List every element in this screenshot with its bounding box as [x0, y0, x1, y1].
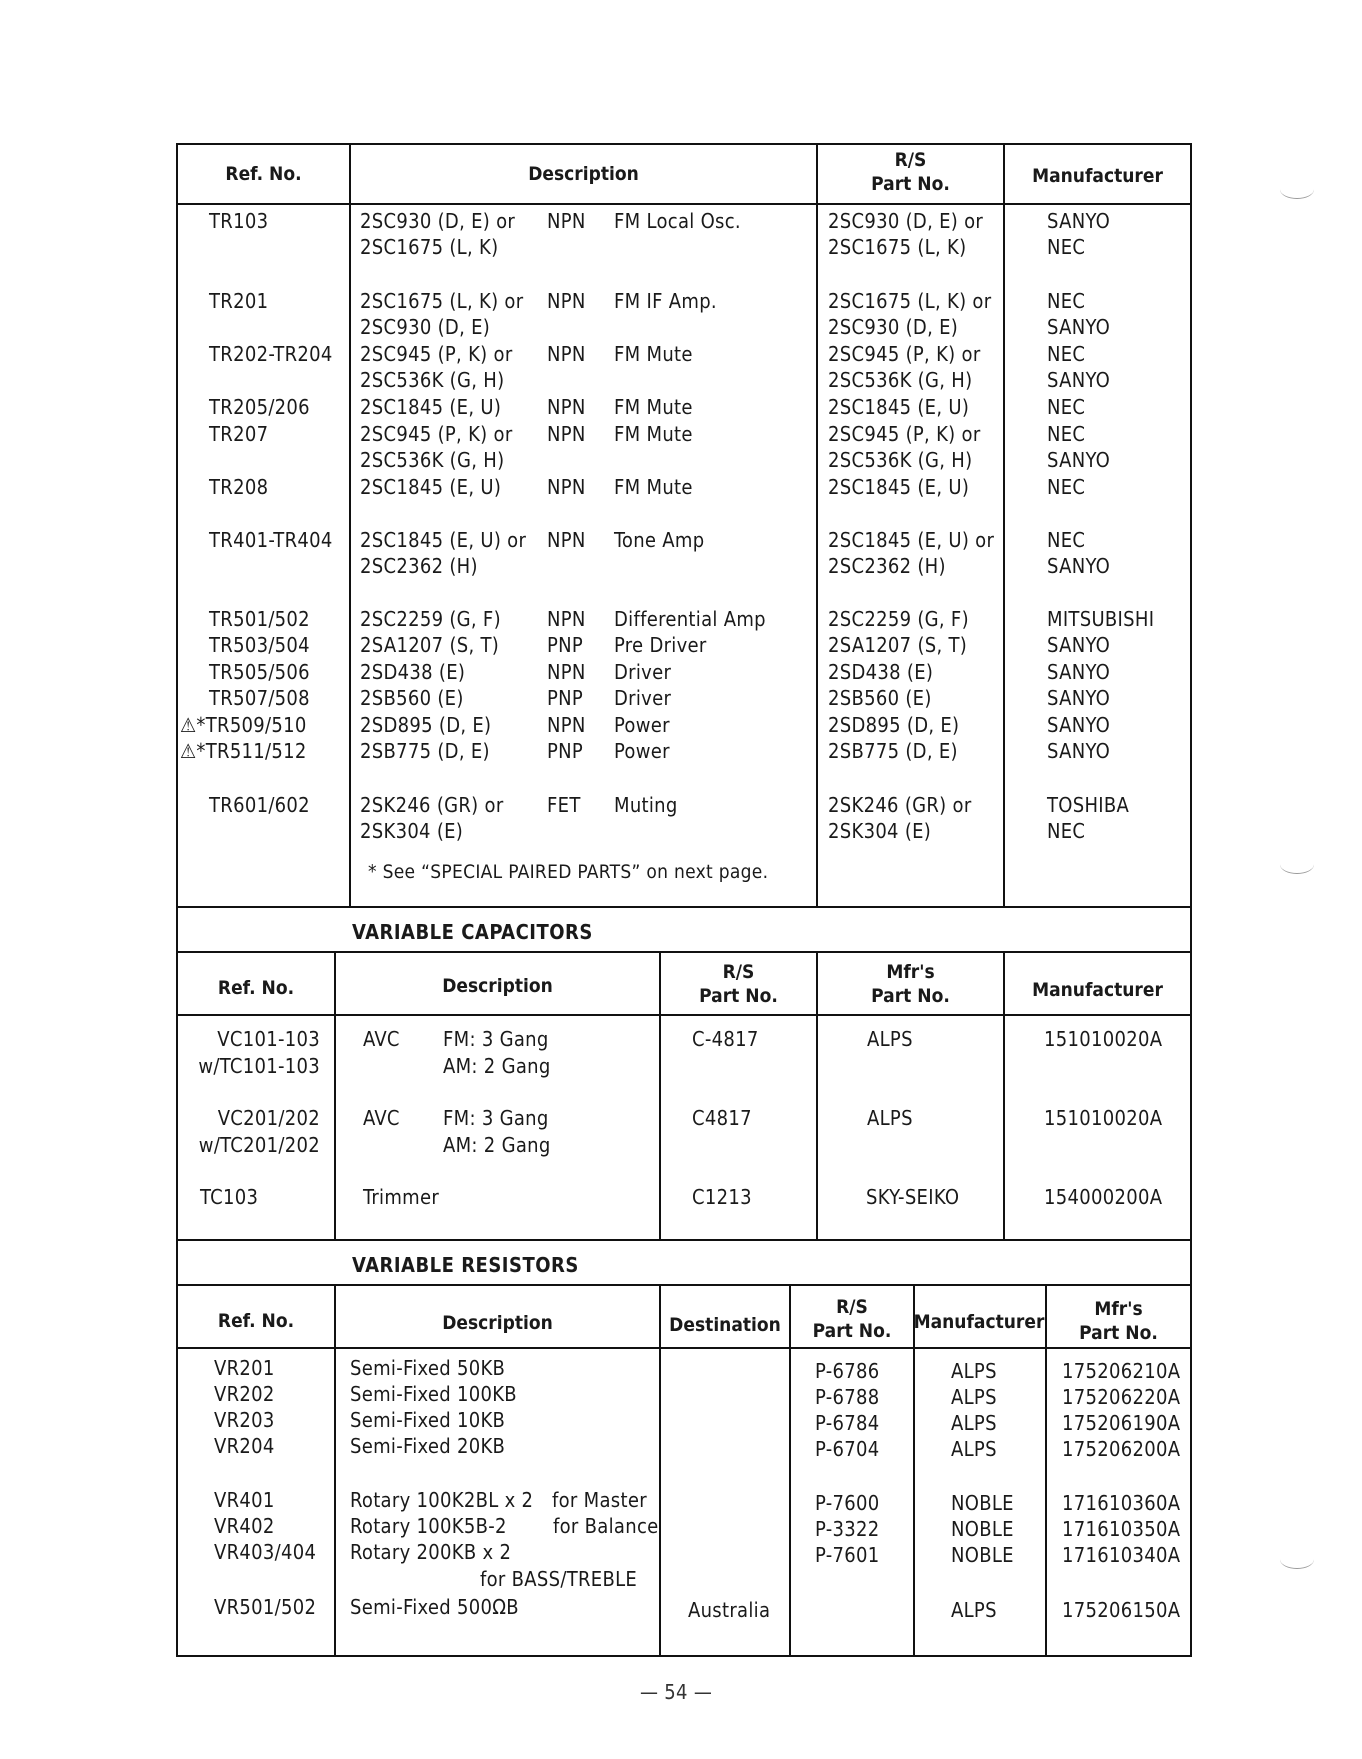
binder-hole-mark — [1280, 1550, 1314, 1569]
function: Driver — [614, 659, 672, 684]
transistor-type: PNP — [547, 686, 584, 711]
ref-no: VR201 — [214, 1356, 275, 1380]
manufacturer: SANYO — [1047, 368, 1111, 393]
rule — [176, 1014, 1192, 1016]
mfr-name: SKY-SEIKO — [866, 1185, 960, 1209]
part-number: 2SK246 (GR) or — [360, 793, 504, 817]
rs-part-number: C4817 — [692, 1106, 752, 1130]
part-number: 2SC1845 (E, U) or — [360, 528, 527, 552]
rule — [349, 143, 351, 907]
ref-no: TR601/602 — [209, 793, 310, 817]
mfr-part-number: 171610350A — [1062, 1517, 1181, 1541]
part-number: 2SC1675 (L, K) or — [360, 289, 524, 313]
rs-part-number: 2SK246 (GR) or — [828, 793, 972, 817]
transistor-type: NPN — [547, 395, 586, 419]
description-detail: AM: 2 Gang — [443, 1054, 551, 1078]
description-note: for Balance — [553, 1514, 659, 1538]
function: FM Mute — [614, 342, 693, 366]
rs-part-number: P-6788 — [815, 1385, 880, 1409]
footnote: * See “SPECIAL PAIRED PARTS” on next page. — [368, 861, 769, 883]
rs-part-number: 2SC945 (P, K) or — [828, 342, 981, 366]
rs-part-number: 2SC930 (D, E) or — [828, 209, 984, 233]
rule — [176, 203, 1192, 205]
mfr-part-number: 171610340A — [1062, 1543, 1181, 1567]
manufacturer: SANYO — [1047, 448, 1111, 473]
vc-header-mfr-line1: Mfr's — [886, 961, 935, 983]
function: FM Mute — [614, 422, 693, 446]
mfr-part-number: 175206200A — [1062, 1437, 1181, 1461]
description-type: Trimmer — [363, 1185, 440, 1209]
vc-header-rs-line1: R/S — [722, 961, 755, 983]
manufacturer: SANYO — [1047, 209, 1111, 233]
binder-hole-mark — [1280, 180, 1314, 199]
rs-part-number: 2SK304 (E) — [828, 819, 932, 844]
manufacturer: SANYO — [1047, 739, 1111, 763]
description-note: for BASS/TREBLE — [480, 1567, 638, 1591]
manufacturer: SANYO — [1047, 712, 1111, 737]
section-title-variable-capacitors: VARIABLE CAPACITORS — [352, 920, 593, 944]
function: Muting — [614, 793, 678, 817]
ref-no: TR507/508 — [209, 686, 310, 711]
vc-header-rs-part — [661, 960, 816, 1008]
transistor-type: NPN — [547, 422, 586, 446]
rs-part-number: 2SC2259 (G, F) — [828, 607, 969, 631]
description-detail: FM: 3 Gang — [443, 1106, 549, 1130]
ref-no: TR505/506 — [209, 659, 310, 684]
ref-no: VR203 — [214, 1408, 275, 1432]
ref-no: TC103 — [200, 1185, 259, 1209]
mfr-part-number: 175206150A — [1062, 1598, 1181, 1622]
function: Tone Amp — [614, 528, 705, 552]
manufacturer: SANYO — [1047, 659, 1111, 684]
rule — [176, 1655, 1192, 1657]
rs-part-number: 2SC536K (G, H) — [828, 368, 973, 393]
part-number: 2SC1675 (L, K) — [360, 235, 499, 260]
transistor-type: PNP — [547, 739, 584, 763]
vr-header-mfr-line1: Mfr's — [1094, 1298, 1143, 1320]
vr-header-ref-no: Ref. No. — [217, 1310, 295, 1332]
description: Semi-Fixed 20KB — [350, 1434, 506, 1458]
rs-part-number: C-4817 — [692, 1027, 759, 1051]
ref-no: ⚠*TR511/512 — [180, 739, 307, 763]
manufacturer: SANYO — [1047, 315, 1111, 340]
part-number: 2SC536K (G, H) — [360, 448, 505, 473]
rs-part-number: 2SD438 (E) — [828, 659, 934, 684]
rule — [176, 906, 1192, 908]
description: Rotary 100K5B-2 — [350, 1514, 507, 1538]
part-number: 2SB560 (E) — [360, 686, 464, 711]
manufacturer: NEC — [1047, 235, 1086, 260]
rule — [334, 1284, 336, 1656]
vc-header-mfr-part — [818, 960, 1003, 1008]
mfr-name: ALPS — [867, 1106, 913, 1130]
function: FM Local Osc. — [614, 209, 741, 233]
rule — [176, 1239, 1192, 1241]
part-number: 2SD895 (D, E) — [360, 712, 492, 737]
part-number: 2SC536K (G, H) — [360, 368, 505, 393]
description-detail: FM: 3 Gang — [443, 1027, 549, 1051]
transistor-type: NPN — [547, 528, 586, 552]
mfr-part-number: 175206210A — [1062, 1359, 1181, 1383]
rs-part-number: P-7600 — [815, 1491, 880, 1515]
mfr-part-number: 154000200A — [1044, 1185, 1163, 1209]
rule — [659, 1284, 661, 1656]
manufacturer: SANYO — [1047, 686, 1111, 711]
rule — [176, 1347, 1192, 1349]
function: FM Mute — [614, 475, 693, 499]
ref-no: TR503/504 — [209, 633, 310, 658]
function: FM IF Amp. — [614, 289, 717, 313]
transistor-type: NPN — [547, 342, 586, 366]
rule — [1003, 143, 1005, 907]
rule — [176, 143, 178, 1657]
mfr-part-number: 175206220A — [1062, 1385, 1181, 1409]
part-number: 2SC930 (D, E) — [360, 315, 491, 340]
manufacturer: ALPS — [951, 1411, 997, 1435]
manufacturer: NOBLE — [951, 1517, 1014, 1541]
page-number: — 54 — — [640, 1680, 713, 1704]
transistor-type: NPN — [547, 209, 586, 233]
description: Rotary 100K2BL x 2 — [350, 1488, 534, 1512]
vr-header-rs-line2: Part No. — [812, 1320, 892, 1342]
vr-header-destination: Destination — [669, 1314, 781, 1336]
rule — [1190, 143, 1192, 1657]
ref-no: TR205/206 — [209, 395, 310, 419]
transistor-type: FET — [547, 793, 581, 817]
rule — [176, 951, 1192, 953]
manufacturer: NEC — [1047, 422, 1086, 446]
header-rs-line2: Part No. — [871, 173, 950, 195]
description: Semi-Fixed 10KB — [350, 1408, 506, 1432]
function: Pre Driver — [614, 633, 707, 658]
function: Power — [614, 712, 670, 737]
manufacturer: NEC — [1047, 819, 1086, 844]
header-rs-part — [818, 148, 1003, 196]
vc-header-manufacturer: Manufacturer — [1032, 979, 1163, 1001]
ref-no: VR402 — [214, 1514, 275, 1538]
ref-no: VR403/404 — [214, 1540, 317, 1564]
rs-part-number: 2SC1675 (L, K) or — [828, 289, 992, 313]
mfr-part-number: 151010020A — [1044, 1106, 1163, 1130]
manufacturer: SANYO — [1047, 633, 1111, 658]
description: Semi-Fixed 50KB — [350, 1356, 506, 1380]
ref-no: VR204 — [214, 1434, 275, 1458]
rs-part-number: P-6784 — [815, 1411, 880, 1435]
vr-header-rs-line1: R/S — [836, 1296, 868, 1318]
ref-no: ⚠*TR509/510 — [180, 712, 307, 737]
transistor-type: NPN — [547, 712, 586, 737]
binder-hole-mark — [1280, 855, 1314, 874]
rs-part-number: P-3322 — [815, 1517, 880, 1541]
rs-part-number: 2SC1845 (E, U) — [828, 475, 970, 499]
rs-part-number: 2SB775 (D, E) — [828, 739, 958, 763]
mfr-part-number: 171610360A — [1062, 1491, 1181, 1515]
description-type: AVC — [363, 1027, 400, 1051]
destination: Australia — [688, 1598, 771, 1622]
manufacturer: ALPS — [951, 1598, 997, 1622]
ref-no: TR401-TR404 — [209, 528, 333, 552]
rule — [176, 143, 1192, 145]
rs-part-number: 2SC945 (P, K) or — [828, 422, 981, 446]
mfr-part-number: 151010020A — [1044, 1027, 1163, 1051]
description: Semi-Fixed 100KB — [350, 1382, 517, 1406]
mfr-name: ALPS — [867, 1027, 913, 1051]
ref-no: w/TC101-103 — [198, 1054, 320, 1078]
rs-part-number: P-6704 — [815, 1437, 880, 1461]
transistor-type: NPN — [547, 475, 586, 499]
rs-part-number: P-6786 — [815, 1359, 880, 1383]
manufacturer: ALPS — [951, 1359, 997, 1383]
ref-no: VR202 — [214, 1382, 275, 1406]
part-number: 2SK304 (E) — [360, 819, 464, 844]
manufacturer: NEC — [1047, 475, 1086, 499]
ref-no: TR207 — [209, 422, 269, 446]
manufacturer: NEC — [1047, 528, 1086, 552]
manufacturer: NOBLE — [951, 1491, 1014, 1515]
rs-part-number: P-7601 — [815, 1543, 880, 1567]
function: Differential Amp — [614, 607, 766, 631]
manufacturer: SANYO — [1047, 554, 1111, 579]
vr-header-rs-part — [791, 1295, 913, 1343]
part-number: 2SD438 (E) — [360, 659, 466, 684]
rule — [176, 1284, 1192, 1286]
part-number: 2SC1845 (E, U) — [360, 475, 502, 499]
description-type: AVC — [363, 1106, 400, 1130]
ref-no: VC201/202 — [217, 1106, 320, 1130]
ref-no: VC101-103 — [217, 1027, 320, 1051]
header-description: Description — [528, 163, 639, 185]
ref-no: TR103 — [209, 209, 269, 233]
vc-header-rs-line2: Part No. — [699, 985, 778, 1007]
vr-header-mfr-line2: Part No. — [1079, 1322, 1158, 1344]
header-manufacturer: Manufacturer — [1032, 165, 1163, 187]
description-detail: AM: 2 Gang — [443, 1133, 551, 1157]
description: Semi-Fixed 500ΩB — [350, 1595, 519, 1619]
part-number: 2SC945 (P, K) or — [360, 422, 513, 446]
ref-no: VR501/502 — [214, 1595, 317, 1619]
manufacturer: NEC — [1047, 289, 1086, 313]
part-number: 2SA1207 (S, T) — [360, 633, 500, 658]
ref-no: w/TC201/202 — [198, 1133, 320, 1157]
vc-header-description: Description — [442, 975, 553, 997]
rs-part-number: C1213 — [692, 1185, 752, 1209]
manufacturer: ALPS — [951, 1385, 997, 1409]
vc-header-mfr-line2: Part No. — [871, 985, 950, 1007]
function: Driver — [614, 686, 672, 711]
rule — [816, 143, 818, 907]
part-number: 2SC930 (D, E) or — [360, 209, 516, 233]
ref-no: TR501/502 — [209, 607, 310, 631]
rs-part-number: 2SC1675 (L, K) — [828, 235, 967, 260]
function: FM Mute — [614, 395, 693, 419]
vr-header-description: Description — [442, 1312, 553, 1334]
rs-part-number: 2SC1845 (E, U) — [828, 395, 970, 419]
ref-no: TR208 — [209, 475, 269, 499]
vr-header-manufacturer: Manufacturer — [913, 1311, 1045, 1333]
manufacturer: NEC — [1047, 342, 1086, 366]
part-number: 2SC1845 (E, U) — [360, 395, 502, 419]
rule — [913, 1284, 915, 1656]
transistor-type: NPN — [547, 659, 586, 684]
manufacturer: NEC — [1047, 395, 1086, 419]
section-title-variable-resistors: VARIABLE RESISTORS — [352, 1253, 579, 1277]
transistor-type: NPN — [547, 607, 586, 631]
description-note: for Master — [552, 1488, 647, 1512]
manufacturer: NOBLE — [951, 1543, 1014, 1567]
rs-part-number: 2SD895 (D, E) — [828, 712, 960, 737]
header-ref-no: Ref. No. — [225, 163, 302, 185]
rs-part-number: 2SC1845 (E, U) or — [828, 528, 995, 552]
ref-no: VR401 — [214, 1488, 275, 1512]
description: Rotary 200KB x 2 — [350, 1540, 512, 1564]
transistor-type: PNP — [547, 633, 584, 658]
rs-part-number: 2SC536K (G, H) — [828, 448, 973, 473]
manufacturer: TOSHIBA — [1047, 793, 1130, 817]
function: Power — [614, 739, 670, 763]
header-rs-line1: R/S — [894, 149, 927, 171]
mfr-part-number: 175206190A — [1062, 1411, 1181, 1435]
ref-no: TR202-TR204 — [209, 342, 333, 366]
part-number: 2SB775 (D, E) — [360, 739, 490, 763]
ref-no: TR201 — [209, 289, 269, 313]
part-number: 2SC2259 (G, F) — [360, 607, 501, 631]
manufacturer: ALPS — [951, 1437, 997, 1461]
vr-header-mfr-part — [1047, 1297, 1190, 1345]
vc-header-ref-no: Ref. No. — [217, 977, 295, 999]
rs-part-number: 2SC2362 (H) — [828, 554, 946, 579]
rs-part-number: 2SC930 (D, E) — [828, 315, 959, 340]
part-number: 2SC945 (P, K) or — [360, 342, 513, 366]
rs-part-number: 2SB560 (E) — [828, 686, 932, 711]
rs-part-number: 2SA1207 (S, T) — [828, 633, 968, 658]
part-number: 2SC2362 (H) — [360, 554, 478, 579]
manufacturer: MITSUBISHI — [1047, 607, 1155, 631]
transistor-type: NPN — [547, 289, 586, 313]
